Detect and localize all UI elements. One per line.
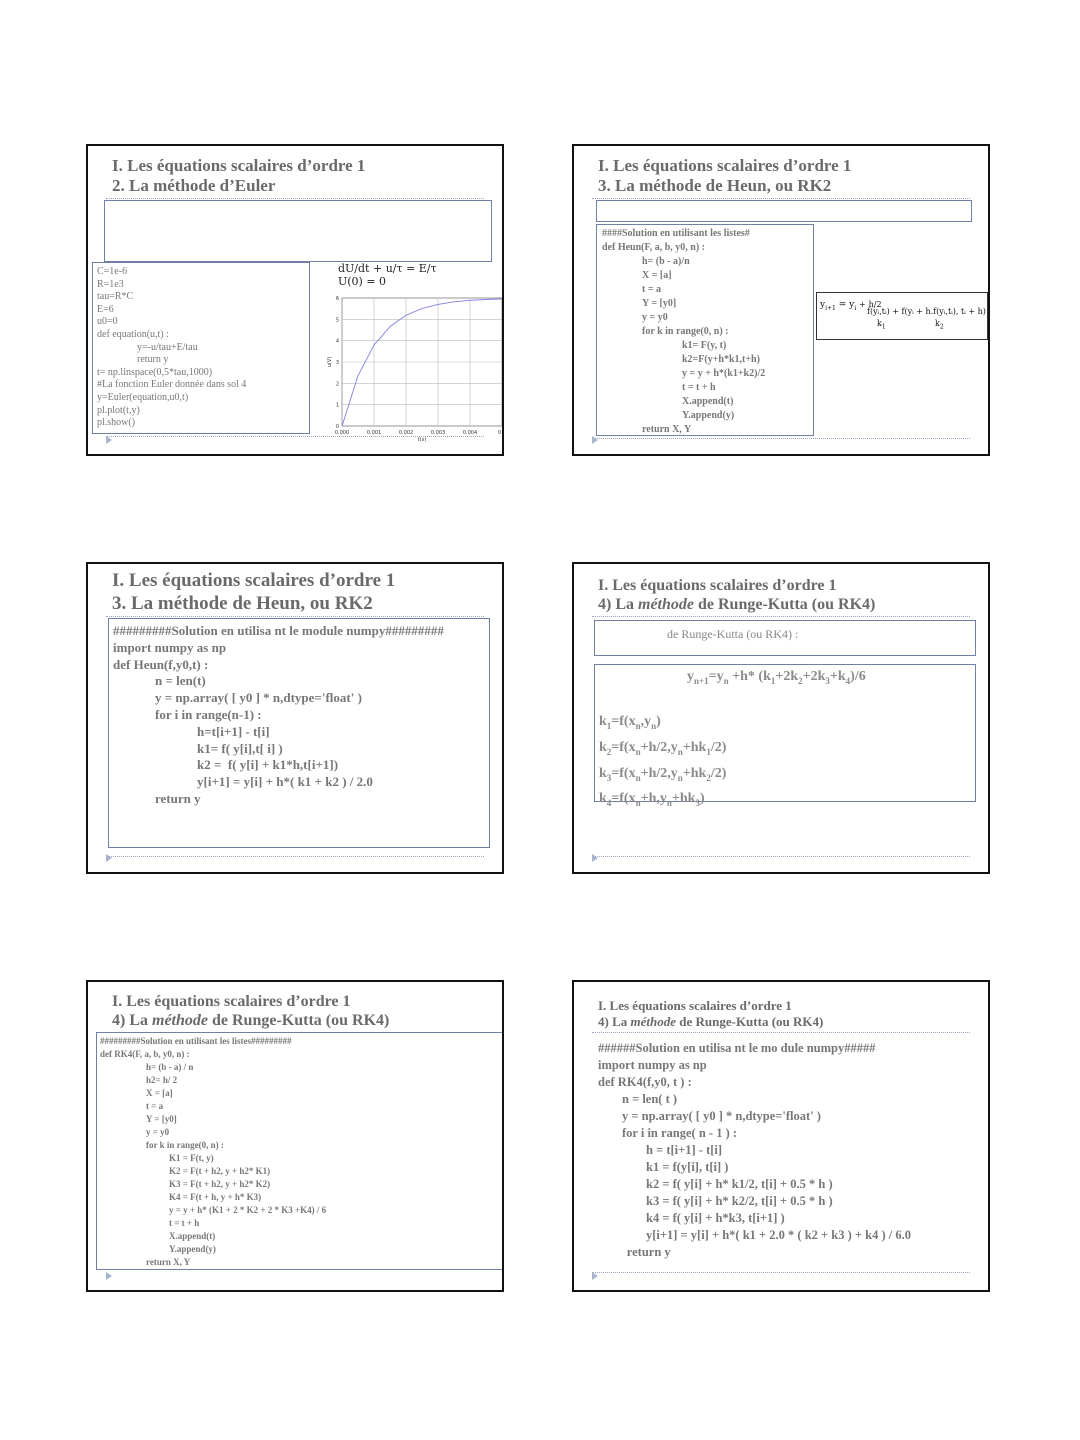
k2-label: $k_2$	[935, 319, 944, 331]
rk4-main-formula: $y_{n+1}=y_n +h*$ $(k_1+2k_2+2k_3+k_4)/6$	[687, 669, 866, 686]
title-line-1: I. Les équations scalaires d’ordre 1	[598, 577, 837, 594]
code-line: #La fonction Euler donnée dans sol 4	[97, 379, 247, 391]
code-line: ####Solution en utilisant les listes#	[602, 228, 750, 239]
y-tick-label: 4	[335, 338, 339, 345]
formula-line-2: U(0) = 0	[338, 275, 387, 288]
k3-line: $k_3=f(x_n+h/2,y_n+hk_2/2)$	[599, 765, 727, 783]
formula-h-half: h/2	[868, 300, 882, 309]
divider-bottom	[592, 856, 970, 857]
code-line: X = [a]	[642, 270, 672, 281]
code-line: def RK4(F, a, b, y0, n) :	[100, 1049, 190, 1059]
divider-bottom	[106, 436, 484, 437]
rk4-k-lines	[599, 711, 726, 814]
nav-arrow-icon[interactable]	[106, 854, 112, 862]
code-line: pl.show()	[97, 417, 136, 429]
rk4-header-box	[594, 620, 976, 656]
slide-title	[598, 156, 851, 197]
divider	[592, 1032, 970, 1033]
title-line-1: I. Les équations scalaires d’ordre 1	[598, 156, 852, 175]
y-axis-label: u(V)	[327, 356, 333, 368]
k2-line: $k_2=f(x_n+h/2,y_n+hk_1/2)$	[599, 739, 727, 757]
nav-arrow-icon[interactable]	[106, 436, 112, 444]
code-line: y = y + h* (K1 + 2 * K2 + 2 * K3 +K4) / 6	[169, 1205, 327, 1215]
code-box	[596, 224, 814, 436]
code-line: return y	[155, 790, 201, 806]
k4-line: $k_4=f(x_n+h,y_n+hk_3)$	[599, 791, 705, 809]
code-line: h=t[i+1] - t[i]	[197, 723, 270, 739]
code-line: R=1e3	[97, 278, 124, 290]
y-tick-label: 1	[335, 402, 339, 409]
heun-formula: $y_{i+1} = y_i + h/2$	[820, 300, 882, 312]
slide-title	[598, 998, 823, 1029]
code-line: return y	[626, 1245, 671, 1259]
x-tick-label: 0.004	[462, 430, 478, 436]
code-line: t= np.linspace(0,5*tau,1000)	[97, 366, 213, 378]
slide-title	[112, 570, 395, 616]
code-line: for i in range(n-1) :	[155, 706, 262, 722]
formula-rhs: = y	[838, 300, 855, 310]
code-line: E=6	[97, 303, 114, 315]
code-line: y = y0	[146, 1127, 170, 1137]
code-line: y[i+1] = y[i] + h*( k1 + k2 ) / 2.0	[197, 774, 373, 790]
code-line: for k in range(0, n) :	[642, 326, 729, 337]
formula-lhs-sub: i+1	[825, 304, 836, 312]
title-line-2: 4) La méthode de Runge-Kutta (ou RK4)	[598, 596, 876, 614]
code-block	[97, 1033, 503, 1271]
slide-euler	[86, 144, 504, 456]
nav-arrow-icon[interactable]	[592, 854, 598, 862]
y-tick-label: 5	[335, 317, 339, 324]
formula-body: f(yᵢ,tᵢ) + f(yᵢ + h.f(yᵢ,tᵢ), tᵢ + h)	[867, 307, 986, 316]
code-line: K4 = F(t + h, y + h* K3)	[169, 1192, 262, 1202]
code-line: Y = [y0]	[642, 298, 677, 309]
divider-bottom	[106, 856, 484, 857]
heun-formula-box	[816, 292, 988, 340]
slide-rk4-numpy	[572, 980, 990, 1292]
nav-arrow-icon[interactable]	[106, 1272, 112, 1280]
slide-title	[112, 992, 389, 1030]
code-line: h= (b - a) / n	[146, 1062, 194, 1072]
title-line-1: I. Les équations scalaires d’ordre 1	[112, 570, 396, 591]
divider	[106, 616, 484, 617]
code-line: Y.append(y)	[682, 410, 735, 421]
y-tick-label: 6	[335, 296, 339, 302]
divider-bottom	[592, 1272, 970, 1273]
code-line: def Heun(F, a, b, y0, n) :	[602, 242, 705, 253]
title-line-1: I. Les équations scalaires d’ordre 1	[112, 993, 351, 1010]
slide-title	[598, 576, 875, 614]
code-line: k1= f( y[i],t[ i] )	[197, 740, 283, 756]
code-line: #########Solution en utilisant les listes#########	[100, 1036, 292, 1046]
code-line: tau=R*C	[97, 291, 134, 303]
code-block	[109, 619, 489, 812]
code-line: #########Solution en utilisa nt le module numpy#########	[113, 623, 444, 638]
code-block	[93, 263, 309, 433]
code-line: k4 = f( y[i] + h*k3, t[i+1] )	[646, 1211, 785, 1225]
code-line: h= (b - a)/n	[642, 256, 690, 267]
code-line: h2= h/ 2	[146, 1075, 178, 1085]
empty-text-box	[596, 200, 972, 222]
divider	[592, 198, 970, 199]
code-line: k2 = f( y[i] + h* k1/2, t[i] + 0.5 * h )	[646, 1177, 833, 1191]
code-line: y = np.array( [ y0 ] * n,dtype='float' )	[155, 690, 362, 706]
x-axis-label: t(s)	[417, 437, 427, 442]
title-line-2: 4) La méthode de Runge-Kutta (ou RK4)	[112, 1012, 390, 1030]
code-line: Y = [y0]	[146, 1114, 177, 1124]
nav-arrow-icon[interactable]	[592, 436, 598, 444]
code-line: X.append(t)	[682, 396, 734, 407]
divider-bottom	[592, 438, 970, 439]
slide-title	[112, 156, 365, 197]
code-box	[96, 1032, 504, 1270]
code-block	[598, 1040, 911, 1261]
x-tick-label: 0.000	[334, 430, 350, 436]
code-line: n = len(t)	[155, 673, 206, 689]
code-line: ######Solution en utilisa nt le mo dule numpy#####	[598, 1041, 876, 1055]
divider	[592, 616, 970, 617]
code-line: C=1e-6	[97, 266, 128, 277]
code-line: for k in range(0, n) :	[146, 1140, 224, 1150]
code-line: X.append(t)	[169, 1231, 216, 1241]
title-line-2: 3. La méthode de Heun, ou RK2	[112, 592, 373, 614]
y-tick-label: 0	[335, 424, 339, 430]
code-line: n = len( t )	[622, 1092, 678, 1106]
code-line: y=Euler(equation,u0,t)	[97, 391, 189, 403]
code-line: k1 = f(y[i], t[i] )	[646, 1160, 729, 1174]
x-tick-label: 0.002	[398, 430, 414, 436]
title-line-1: I. Les équations scalaires d’ordre 1	[598, 998, 792, 1013]
code-line: y = np.array( [ y0 ] * n,dtype='float' )	[622, 1109, 821, 1123]
code-line: Y.append(y)	[169, 1244, 216, 1254]
code-line: def RK4(f,y0, t ) :	[598, 1075, 692, 1089]
code-line: import numpy as np	[598, 1058, 707, 1072]
slide-rk4-lists	[86, 980, 504, 1292]
code-line: import numpy as np	[113, 639, 227, 655]
code-line: y = y0	[642, 312, 668, 323]
code-line: K1 = F(t, y)	[169, 1153, 214, 1163]
code-line: return X, Y	[146, 1257, 191, 1267]
title-line-1: I. Les équations scalaires d’ordre 1	[112, 156, 366, 175]
formula-rhs-sub: i	[854, 304, 857, 312]
code-box	[108, 618, 490, 848]
slide-heun-lists	[572, 144, 990, 456]
y-tick-label: 3	[335, 360, 339, 366]
code-line: t = a	[146, 1101, 164, 1111]
formula-line-1: dU/dt + u/τ = E/τ	[338, 262, 437, 275]
code-line: y[i+1] = y[i] + h*( k1 + 2.0 * ( k2 + k3 ) + k4 ) / 6.0	[646, 1228, 911, 1242]
code-line: y=-u/tau+E/tau	[137, 341, 198, 353]
empty-text-box	[104, 200, 492, 262]
code-line: pl.plot(t,y)	[97, 404, 140, 416]
code-line: t = t + h	[169, 1218, 200, 1228]
nav-arrow-icon[interactable]	[592, 1272, 598, 1280]
code-line: K3 = F(t + h2, y + h2* K2)	[169, 1179, 271, 1189]
code-line: k3 = f( y[i] + h* k2/2, t[i] + 0.5 * h )	[646, 1194, 833, 1208]
code-line: t = a	[642, 284, 662, 295]
code-line: k1= F(y, t)	[682, 340, 727, 351]
code-line: h = t[i+1] - t[i]	[646, 1143, 723, 1157]
slide-rk4-formula	[572, 562, 990, 874]
title-line-2: 4) La méthode de Runge-Kutta (ou RK4)	[598, 1013, 824, 1029]
code-line: k2 = f( y[i] + k1*h,t[i+1])	[197, 757, 339, 773]
code-box	[92, 262, 310, 434]
code-line: def Heun(f,y0,t) :	[113, 656, 209, 672]
y-tick-label: 2	[335, 381, 339, 388]
x-tick-label: 0.0	[498, 430, 506, 436]
k1-label: $k_1$	[877, 319, 886, 331]
code-line: y = y + h*(k1+k2)/2	[682, 368, 766, 379]
ode-formula	[338, 262, 437, 288]
title-line-2: 3. La méthode de Heun, ou RK2	[598, 176, 832, 196]
code-line: K2 = F(t + h2, y + h2* K1)	[169, 1166, 271, 1176]
code-block	[597, 225, 813, 439]
rk4-formula-box	[594, 664, 976, 809]
code-line: X = [a]	[146, 1088, 173, 1098]
code-line: def equation(u,t) :	[97, 328, 169, 340]
code-line: t = t + h	[682, 382, 716, 393]
divider	[106, 198, 484, 199]
title-line-2: 2. La méthode d’Euler	[112, 176, 276, 196]
x-tick-label: 0.001	[366, 430, 382, 436]
code-line: k2=F(y+h*k1,t+h)	[682, 354, 760, 365]
code-line: return y	[137, 354, 169, 366]
euler-chart	[326, 292, 504, 442]
formula-lhs: y	[820, 300, 826, 310]
x-tick-label: 0.003	[430, 430, 446, 436]
slide-heun-numpy	[86, 562, 504, 874]
k1-line: $k_1=f(x_n,y_n)$	[599, 714, 661, 731]
code-line: return X, Y	[642, 424, 692, 435]
code-line: u0=0	[97, 316, 118, 328]
rk4-header-text: de Runge-Kutta (ou RK4) :	[667, 627, 799, 641]
code-line: for i in range( n - 1 ) :	[622, 1126, 738, 1140]
